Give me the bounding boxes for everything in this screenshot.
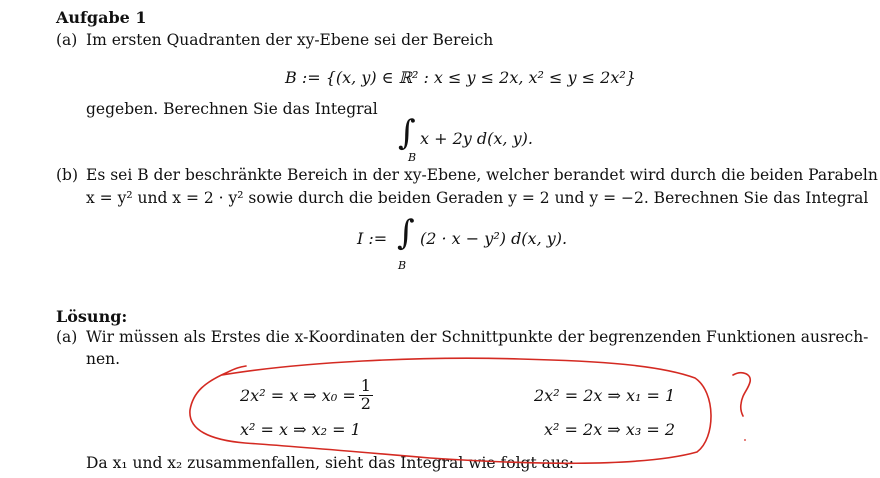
solution-a-conclusion: Da x₁ und x₂ zusammenfallen, sieht das Integral wie folgt aus:	[86, 454, 575, 472]
task-b-int-sub: B	[398, 259, 407, 272]
solution-a-line1: Wir müssen als Erstes die x-Koordinaten der Schnittpunkte der begrenzenden Funktionen ausrech-	[86, 328, 869, 346]
task-b-label: (b)	[56, 166, 79, 184]
red-question-mark-annotation	[733, 373, 750, 416]
eq-x0	[240, 378, 373, 413]
solution-title: Lösung:	[56, 307, 128, 326]
task-a-label: (a)	[56, 31, 78, 49]
solution-a-label: (a)	[56, 328, 78, 346]
integral-sign: ∫	[398, 113, 416, 153]
task-a-intro: Im ersten Quadranten der xy-Ebene sei der Bereich	[86, 31, 494, 49]
fraction	[359, 378, 373, 413]
task-a-integral	[398, 113, 416, 153]
fraction-numerator: 1	[360, 376, 371, 395]
task-a-set: B := {(x, y) ∈ ℝ² : x ≤ y ≤ 2x, x² ≤ y ≤ 2x²}	[285, 68, 636, 87]
task-a-given: gegeben. Berechnen Sie das Integral	[86, 100, 378, 118]
task-b-line1: Es sei B der beschränkte Bereich in der xy-Ebene, welcher berandet wird durch die beiden Parabeln	[86, 166, 878, 184]
red-dot-annotation	[744, 439, 746, 441]
eq-x1: 2x² = 2x ⇒ x₁ = 1	[534, 386, 676, 405]
task-a-integrand: x + 2y d(x, y).	[420, 129, 533, 148]
solution-a-line2: nen.	[86, 350, 121, 368]
task-b-integral	[397, 213, 415, 253]
task-b-line2: x = y² und x = 2 · y² sowie durch die beiden Geraden y = 2 und y = −2. Berechnen Sie das Integral	[86, 189, 869, 207]
eq-x3: x² = 2x ⇒ x₃ = 2	[544, 420, 675, 439]
eq-x2: x² = x ⇒ x₂ = 1	[240, 420, 361, 439]
task-title: Aufgabe 1	[56, 8, 147, 27]
task-b-lhs: I :=	[357, 229, 388, 248]
task-a-int-sub: B	[408, 151, 417, 164]
integral-sign: ∫	[397, 213, 415, 253]
task-b-integrand: (2 · x − y²) d(x, y).	[420, 229, 568, 248]
fraction-denominator: 2	[360, 393, 371, 413]
eq-x0-left: 2x² = x ⇒ x₀ =	[240, 385, 356, 405]
